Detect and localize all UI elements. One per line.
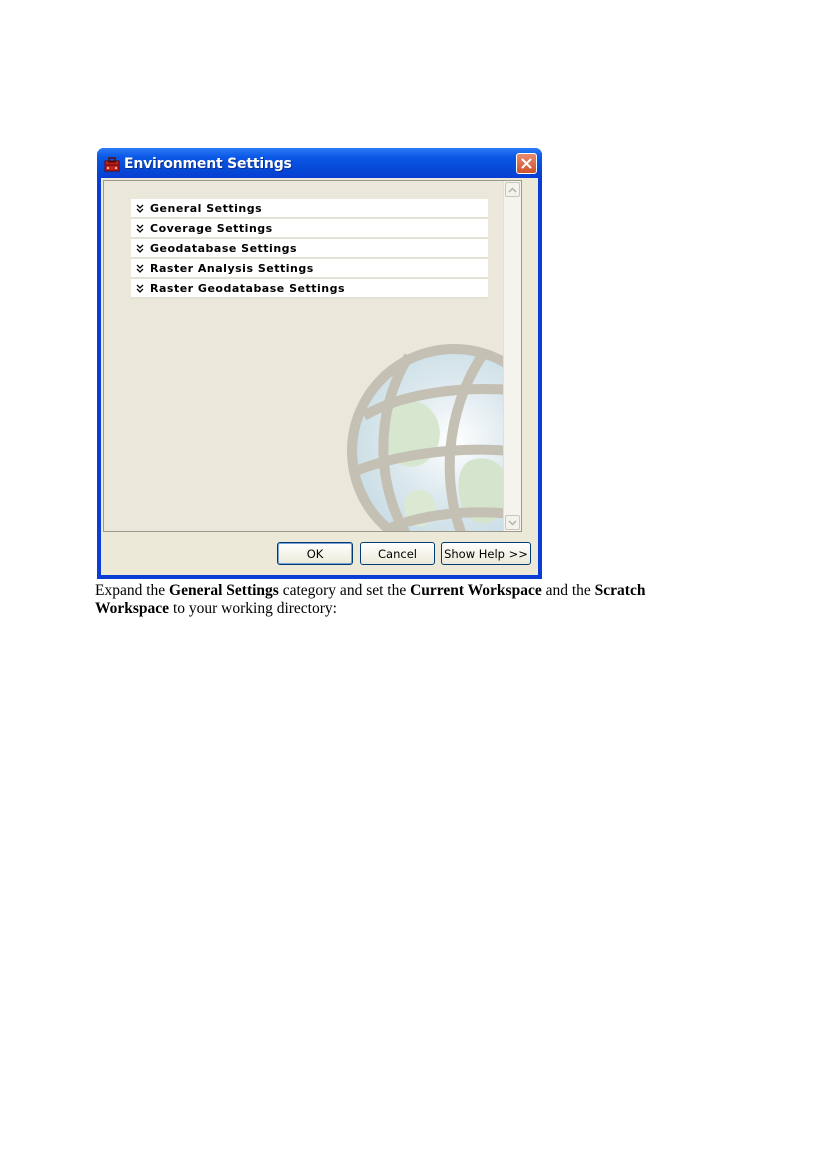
chevron-double-down-icon xyxy=(136,264,148,273)
instruction-text: to your working directory: xyxy=(169,600,337,617)
instruction-text: and the xyxy=(541,582,595,599)
chevron-up-icon xyxy=(508,187,517,193)
geodatabase-settings-item[interactable] xyxy=(131,239,488,259)
dialog-title: Environment Settings xyxy=(124,156,292,172)
settings-item-label: General Settings xyxy=(150,201,263,215)
dialog-client-area xyxy=(101,178,538,575)
settings-item-label: Raster Analysis Settings xyxy=(150,261,314,275)
scratch-workspace-term: Scratch Workspace xyxy=(95,582,646,617)
ok-button[interactable]: OK xyxy=(277,542,353,565)
chevron-double-down-icon xyxy=(136,224,148,233)
coverage-settings-item[interactable] xyxy=(131,219,488,239)
raster-analysis-settings-item[interactable] xyxy=(131,259,488,279)
general-settings-term: General Settings xyxy=(169,582,279,599)
scroll-up-button[interactable] xyxy=(505,182,520,197)
instruction-paragraph xyxy=(95,582,695,618)
settings-item-label: Raster Geodatabase Settings xyxy=(150,281,345,295)
general-settings-item[interactable] xyxy=(131,199,488,219)
toolbox-icon xyxy=(104,156,120,172)
chevron-double-down-icon xyxy=(136,204,148,213)
globe-watermark xyxy=(344,341,522,532)
current-workspace-term: Current Workspace xyxy=(410,582,542,599)
title-bar[interactable] xyxy=(97,148,542,178)
vertical-scrollbar[interactable] xyxy=(503,181,521,531)
close-icon xyxy=(521,158,532,169)
chevron-down-icon xyxy=(508,520,517,526)
cancel-button[interactable]: Cancel xyxy=(360,542,435,565)
chevron-double-down-icon xyxy=(136,244,148,253)
environment-settings-dialog xyxy=(97,148,542,579)
settings-item-label: Coverage Settings xyxy=(150,221,273,235)
chevron-double-down-icon xyxy=(136,284,148,293)
settings-item-label: Geodatabase Settings xyxy=(150,241,298,255)
close-button[interactable] xyxy=(516,153,537,174)
dialog-button-bar xyxy=(101,536,538,571)
raster-geodatabase-settings-item[interactable] xyxy=(131,279,488,299)
settings-panel xyxy=(103,180,522,532)
scroll-down-button[interactable] xyxy=(505,515,520,530)
instruction-text: category and set the xyxy=(278,582,411,599)
show-help-button[interactable]: Show Help >> xyxy=(441,542,531,565)
instruction-text: Expand the xyxy=(95,582,170,599)
settings-category-list xyxy=(131,199,488,299)
